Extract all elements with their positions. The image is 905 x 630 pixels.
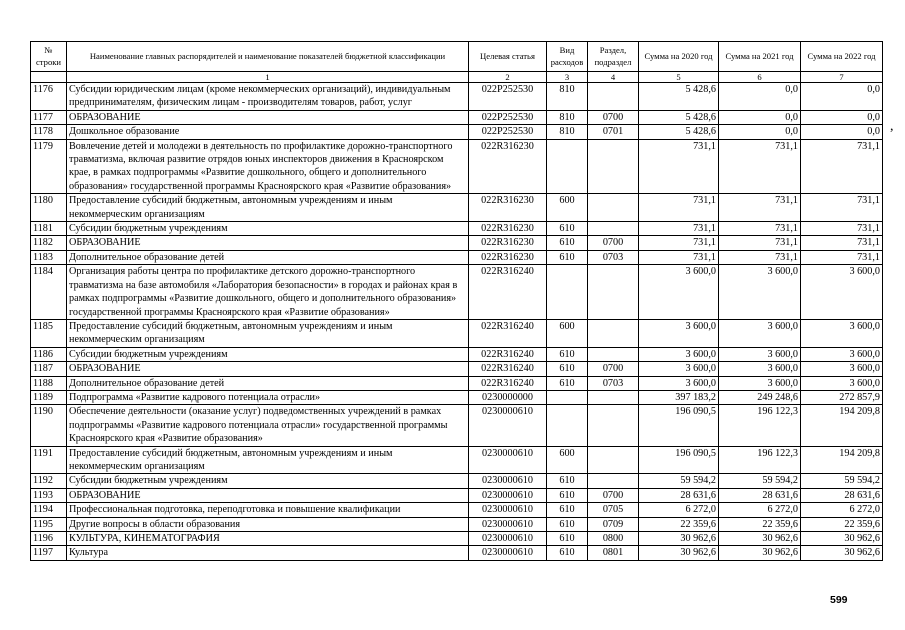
table-row	[31, 110, 883, 124]
sum-2021: 3 600,0	[719, 265, 801, 320]
target-article: 0230000610	[469, 446, 547, 474]
section-code	[588, 446, 639, 474]
sum-2021: 0,0	[719, 83, 801, 111]
target-article: 0230000610	[469, 405, 547, 446]
header-expense-type: Вид расходов	[547, 42, 588, 72]
target-article: 022R316240	[469, 347, 547, 361]
row-name: Другие вопросы в области образования	[67, 517, 469, 531]
row-name: Культура	[67, 546, 469, 560]
header-name: Наименование главных распорядителей и наименование показателей бюджетной классификации	[67, 42, 469, 72]
expense-type: 600	[547, 319, 588, 347]
sum-2022: 0,0	[801, 83, 883, 111]
row-number: 1195	[31, 517, 67, 531]
column-numbers-row	[31, 72, 883, 83]
sum-2022: 30 962,6	[801, 546, 883, 560]
header-sum-2020: Сумма на 2020 год	[639, 42, 719, 72]
expense-type: 610	[547, 517, 588, 531]
budget-table	[30, 41, 883, 561]
expense-type: 610	[547, 362, 588, 376]
sum-2021: 30 962,6	[719, 532, 801, 546]
row-number: 1197	[31, 546, 67, 560]
row-number: 1188	[31, 376, 67, 390]
target-article: 0230000610	[469, 474, 547, 488]
target-article: 0230000000	[469, 390, 547, 404]
sum-2021: 731,1	[719, 250, 801, 264]
sum-2020: 397 183,2	[639, 390, 719, 404]
sum-2022: 3 600,0	[801, 376, 883, 390]
row-number: 1187	[31, 362, 67, 376]
section-code	[588, 405, 639, 446]
section-code: 0700	[588, 110, 639, 124]
page-number: 599	[830, 594, 848, 606]
target-article: 022P252530	[469, 83, 547, 111]
sum-2022: 28 631,6	[801, 488, 883, 502]
section-code	[588, 83, 639, 111]
sum-2022: 30 962,6	[801, 532, 883, 546]
table-row	[31, 546, 883, 560]
sum-2021: 3 600,0	[719, 362, 801, 376]
sum-2021: 3 600,0	[719, 347, 801, 361]
column-number	[31, 72, 67, 83]
target-article: 022R316230	[469, 194, 547, 222]
sum-2022: 3 600,0	[801, 362, 883, 376]
sum-2020: 5 428,6	[639, 125, 719, 139]
sum-2020: 3 600,0	[639, 265, 719, 320]
column-number: 5	[639, 72, 719, 83]
table-row	[31, 503, 883, 517]
target-article: 022R316240	[469, 265, 547, 320]
sum-2022: 6 272,0	[801, 503, 883, 517]
target-article: 0230000610	[469, 517, 547, 531]
sum-2022: 3 600,0	[801, 347, 883, 361]
expense-type: 610	[547, 250, 588, 264]
row-number: 1184	[31, 265, 67, 320]
sum-2020: 5 428,6	[639, 110, 719, 124]
section-code	[588, 265, 639, 320]
target-article: 022R316240	[469, 362, 547, 376]
column-number: 1	[67, 72, 469, 83]
expense-type: 610	[547, 474, 588, 488]
sum-2020: 731,1	[639, 250, 719, 264]
section-code: 0701	[588, 125, 639, 139]
row-number: 1189	[31, 390, 67, 404]
row-number: 1196	[31, 532, 67, 546]
sum-2021: 28 631,6	[719, 488, 801, 502]
table-header	[31, 42, 883, 83]
table-row	[31, 222, 883, 236]
row-name: ОБРАЗОВАНИЕ	[67, 488, 469, 502]
table-row	[31, 83, 883, 111]
row-name: Вовлечение детей и молодежи в деятельность по профилактике дорожно-транспортного травматизма, включая развитие отрядов юных инспекторов движения в Красноярском крае, в рамках подпрограммы «Развитие дошкольного, общего и дополнительного образования» государственной программы Красноярского края «Развитие образования»	[67, 139, 469, 194]
sum-2022: 3 600,0	[801, 265, 883, 320]
sum-2020: 3 600,0	[639, 376, 719, 390]
section-code	[588, 390, 639, 404]
sum-2020: 28 631,6	[639, 488, 719, 502]
target-article: 0230000610	[469, 532, 547, 546]
target-article: 022R316240	[469, 376, 547, 390]
table-body	[31, 83, 883, 561]
expense-type: 810	[547, 83, 588, 111]
sum-2020: 30 962,6	[639, 532, 719, 546]
section-code: 0709	[588, 517, 639, 531]
row-number: 1191	[31, 446, 67, 474]
expense-type: 810	[547, 125, 588, 139]
row-name: Обеспечение деятельности (оказание услуг) подведомственных учреждений в рамках подпрограммы «Развитие кадрового потенциала отрасли» государственной программы Красноярского края «Развитие образования»	[67, 405, 469, 446]
row-number: 1186	[31, 347, 67, 361]
section-code: 0800	[588, 532, 639, 546]
section-code: 0700	[588, 236, 639, 250]
row-name: Дополнительное образование детей	[67, 250, 469, 264]
row-number: 1177	[31, 110, 67, 124]
row-name: ОБРАЗОВАНИЕ	[67, 236, 469, 250]
header-sum-2022: Сумма на 2022 год	[801, 42, 883, 72]
sum-2020: 196 090,5	[639, 446, 719, 474]
target-article: 022P252530	[469, 110, 547, 124]
target-article: 022P252530	[469, 125, 547, 139]
row-name: ОБРАЗОВАНИЕ	[67, 110, 469, 124]
expense-type: 610	[547, 488, 588, 502]
expense-type: 600	[547, 194, 588, 222]
table-row	[31, 474, 883, 488]
expense-type: 610	[547, 546, 588, 560]
sum-2022: 731,1	[801, 250, 883, 264]
target-article: 0230000610	[469, 503, 547, 517]
expense-type: 610	[547, 532, 588, 546]
sum-2020: 3 600,0	[639, 362, 719, 376]
column-number: 7	[801, 72, 883, 83]
row-name: Профессиональная подготовка, переподготовка и повышение квалификации	[67, 503, 469, 517]
target-article: 022R316230	[469, 236, 547, 250]
expense-type: 610	[547, 503, 588, 517]
sum-2020: 731,1	[639, 222, 719, 236]
table-row	[31, 532, 883, 546]
expense-type: 610	[547, 376, 588, 390]
table-row	[31, 194, 883, 222]
header-target-article: Целевая статья	[469, 42, 547, 72]
row-number: 1182	[31, 236, 67, 250]
expense-type: 610	[547, 236, 588, 250]
sum-2020: 196 090,5	[639, 405, 719, 446]
target-article: 022R316230	[469, 250, 547, 264]
section-code: 0703	[588, 250, 639, 264]
sum-2020: 6 272,0	[639, 503, 719, 517]
table-row	[31, 347, 883, 361]
target-article: 022R316240	[469, 319, 547, 347]
table-row	[31, 488, 883, 502]
sum-2021: 0,0	[719, 125, 801, 139]
sum-2022: 0,0	[801, 110, 883, 124]
header-section: Раздел, подраздел	[588, 42, 639, 72]
sum-2022: 731,1	[801, 236, 883, 250]
row-name: Субсидии бюджетным учреждениям	[67, 347, 469, 361]
section-code	[588, 222, 639, 236]
expense-type	[547, 405, 588, 446]
sum-2022: 3 600,0	[801, 319, 883, 347]
row-number: 1193	[31, 488, 67, 502]
table-row	[31, 362, 883, 376]
sum-2020: 731,1	[639, 139, 719, 194]
row-name: КУЛЬТУРА, КИНЕМАТОГРАФИЯ	[67, 532, 469, 546]
sum-2021: 249 248,6	[719, 390, 801, 404]
sum-2021: 30 962,6	[719, 546, 801, 560]
sum-2022: 194 209,8	[801, 405, 883, 446]
section-code	[588, 474, 639, 488]
table-row	[31, 139, 883, 194]
table-row	[31, 250, 883, 264]
sum-2021: 731,1	[719, 194, 801, 222]
table-row	[31, 236, 883, 250]
row-name: Предоставление субсидий бюджетным, автономным учреждениям и иным некоммерческим организациям	[67, 194, 469, 222]
sum-2022: 731,1	[801, 139, 883, 194]
column-number: 3	[547, 72, 588, 83]
sum-2022: 22 359,6	[801, 517, 883, 531]
row-name: Субсидии бюджетным учреждениям	[67, 474, 469, 488]
row-name: Дошкольное образование	[67, 125, 469, 139]
sum-2021: 731,1	[719, 236, 801, 250]
sum-2020: 731,1	[639, 194, 719, 222]
row-name: Дополнительное образование детей	[67, 376, 469, 390]
expense-type	[547, 265, 588, 320]
sum-2021: 196 122,3	[719, 405, 801, 446]
section-code: 0705	[588, 503, 639, 517]
header-row-number: № строки	[31, 42, 67, 72]
section-code: 0700	[588, 362, 639, 376]
table-row	[31, 265, 883, 320]
row-number: 1180	[31, 194, 67, 222]
sum-2020: 5 428,6	[639, 83, 719, 111]
table-row	[31, 376, 883, 390]
row-name: Организация работы центра по профилактике детского дорожно-транспортного травматизма на базе автомобиля «Лаборатория безопасности» в городах и районах края в рамках подпрограммы «Развитие дошкольного, общего и дополнительного образования» государственной программы Красноярского края «Развитие образования»	[67, 265, 469, 320]
sum-2021: 59 594,2	[719, 474, 801, 488]
expense-type: 610	[547, 222, 588, 236]
section-code	[588, 347, 639, 361]
sum-2021: 22 359,6	[719, 517, 801, 531]
section-code	[588, 139, 639, 194]
row-number: 1185	[31, 319, 67, 347]
expense-type: 600	[547, 446, 588, 474]
target-article: 0230000610	[469, 488, 547, 502]
section-code: 0801	[588, 546, 639, 560]
row-name: ОБРАЗОВАНИЕ	[67, 362, 469, 376]
sum-2021: 6 272,0	[719, 503, 801, 517]
row-number: 1176	[31, 83, 67, 111]
section-code: 0700	[588, 488, 639, 502]
row-number: 1178	[31, 125, 67, 139]
column-number: 6	[719, 72, 801, 83]
expense-type	[547, 139, 588, 194]
table-row	[31, 125, 883, 139]
row-number: 1183	[31, 250, 67, 264]
sum-2020: 30 962,6	[639, 546, 719, 560]
table-row	[31, 319, 883, 347]
row-name: Предоставление субсидий бюджетным, автономным учреждениям и иным некоммерческим организациям	[67, 319, 469, 347]
row-number: 1181	[31, 222, 67, 236]
target-article: 0230000610	[469, 546, 547, 560]
sum-2021: 196 122,3	[719, 446, 801, 474]
sum-2022: 272 857,9	[801, 390, 883, 404]
sum-2022: 731,1	[801, 222, 883, 236]
sum-2020: 59 594,2	[639, 474, 719, 488]
row-name: Субсидии юридическим лицам (кроме некоммерческих организаций), индивидуальным предпринимателям, физическим лицам - производителям товаров, работ, услуг	[67, 83, 469, 111]
table-row	[31, 390, 883, 404]
column-number: 4	[588, 72, 639, 83]
sum-2020: 731,1	[639, 236, 719, 250]
sum-2020: 3 600,0	[639, 319, 719, 347]
row-number: 1179	[31, 139, 67, 194]
sum-2021: 3 600,0	[719, 376, 801, 390]
header-sum-2021: Сумма на 2021 год	[719, 42, 801, 72]
sum-2022: 731,1	[801, 194, 883, 222]
row-number: 1192	[31, 474, 67, 488]
table-row	[31, 446, 883, 474]
sum-2020: 22 359,6	[639, 517, 719, 531]
sum-2021: 0,0	[719, 110, 801, 124]
table-row	[31, 517, 883, 531]
expense-type: 810	[547, 110, 588, 124]
section-code: 0703	[588, 376, 639, 390]
row-name: Подпрограмма «Развитие кадрового потенциала отрасли»	[67, 390, 469, 404]
section-code	[588, 319, 639, 347]
margin-mark: ,	[890, 119, 894, 134]
row-number: 1190	[31, 405, 67, 446]
row-name: Предоставление субсидий бюджетным, автономным учреждениям и иным некоммерческим организациям	[67, 446, 469, 474]
section-code	[588, 194, 639, 222]
row-name: Субсидии бюджетным учреждениям	[67, 222, 469, 236]
expense-type: 610	[547, 347, 588, 361]
table-row	[31, 405, 883, 446]
sum-2021: 731,1	[719, 222, 801, 236]
sum-2022: 0,0	[801, 125, 883, 139]
sum-2022: 59 594,2	[801, 474, 883, 488]
row-number: 1194	[31, 503, 67, 517]
sum-2021: 731,1	[719, 139, 801, 194]
column-number: 2	[469, 72, 547, 83]
sum-2022: 194 209,8	[801, 446, 883, 474]
sum-2020: 3 600,0	[639, 347, 719, 361]
target-article: 022R316230	[469, 222, 547, 236]
target-article: 022R316230	[469, 139, 547, 194]
sum-2021: 3 600,0	[719, 319, 801, 347]
expense-type	[547, 390, 588, 404]
